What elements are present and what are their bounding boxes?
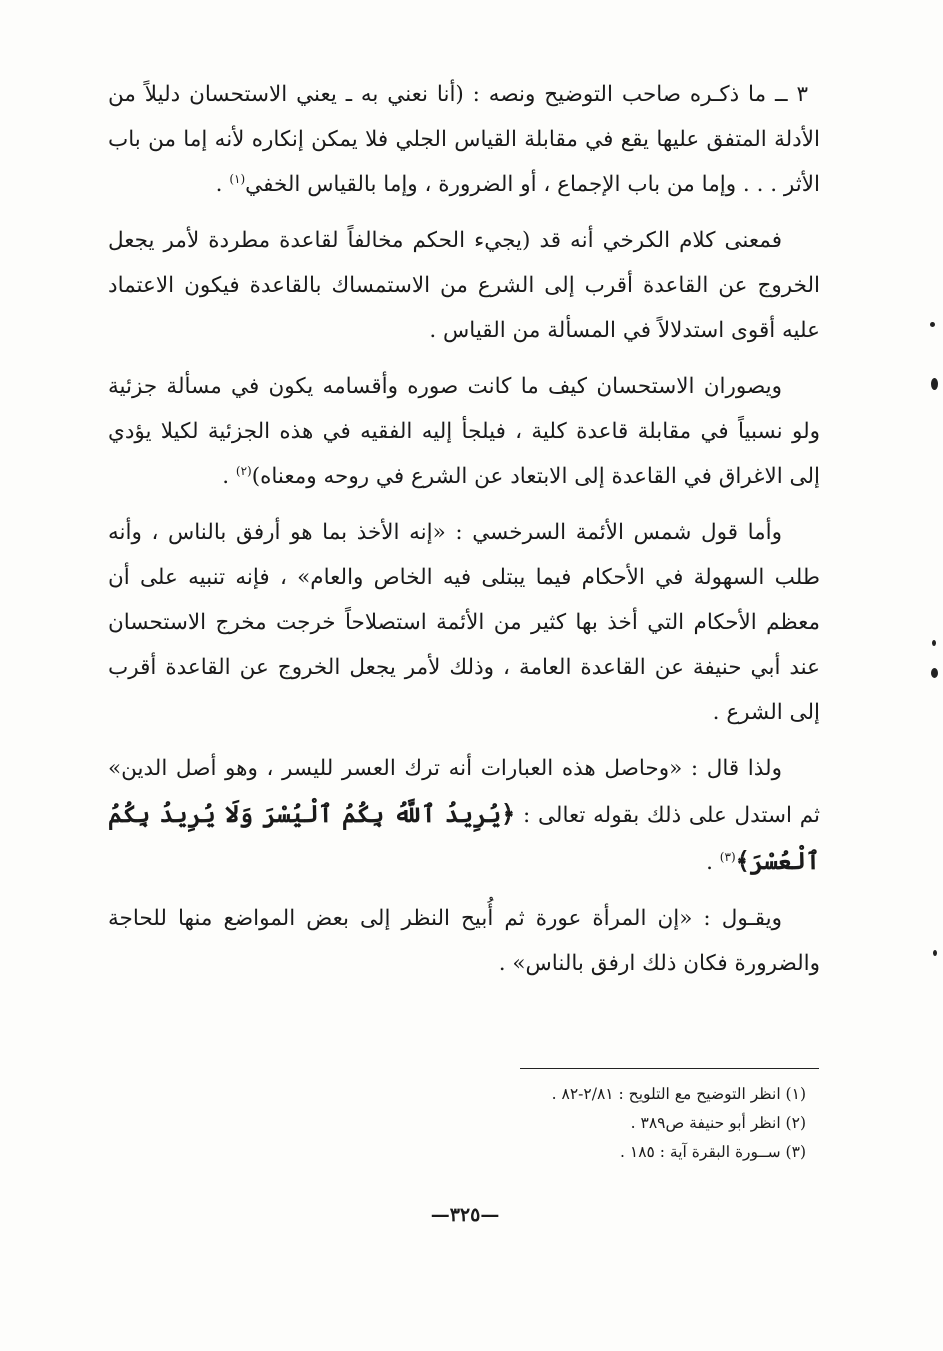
paragraph-1-end: .	[215, 172, 230, 197]
footnote-1: (١) انظر التوضيح مع التلويح : ٢/٨١-٨٢ .	[551, 1085, 806, 1103]
paragraph-5-end: .	[706, 850, 720, 875]
paragraph-6	[108, 896, 820, 986]
scan-speck	[930, 322, 935, 327]
paragraph-5	[108, 746, 820, 885]
footnote-mark-1: (١)	[229, 171, 246, 186]
paragraph-3-end: .	[222, 464, 236, 489]
footnote-2: (٢) انظر أبو حنيفة ص٣٨٩ .	[630, 1114, 806, 1132]
footnote-separator	[520, 1068, 819, 1069]
footnote-mark-2: (٢)	[235, 463, 252, 478]
scan-speck	[933, 950, 937, 956]
footnote-mark-3: (٣)	[719, 849, 736, 864]
paragraph-4-text: وأما قول شمس الأئمة السرخسي : «إنه الأخذ بما هو أرفق بالناس ، وأنه طلب السهولة في الأحكام فيما يبتلى فيه الخاص والعام» ، فإنه تنبيه على أن معظم الأحكام التي أخذ بها كثير من الأئمة استصلاحاً خرجت مخرج الاستحسان عند أبي حنيفة عن القاعدة العامة ، وذلك لأمر يجعل الخروج عن القاعدة أقرب إلى الشرع .	[108, 520, 820, 725]
paragraph-5-text: ولذا قال : «وحاصل هذه العبارات أنه ترك العسر لليسر ، وهو أصل الدين» ثم استدل على ذلك بقوله تعالى :	[108, 756, 820, 828]
quran-verse: ﴿يُرِيدُ ٱللَّهُ بِكُمُ ٱلْيُسْرَ وَلَا يُرِيدُ بِكُمُ ٱلْعُسْرَ﴾	[108, 799, 820, 875]
paragraph-2	[108, 218, 820, 353]
scan-speck	[931, 378, 938, 390]
paragraph-1	[108, 72, 820, 207]
main-text	[108, 72, 820, 997]
paragraph-2-text: فمعنى كلام الكرخي أنه قد (يجيء الحكم مخالفاً لقاعدة مطردة لأمر يجعل الخروج عن القاعدة أقرب إلى الشرع من الاستمساك بالقاعدة فيكون الاعتماد عليه أقوى استدلالاً في المسألة من القياس .	[108, 228, 820, 343]
paragraph-1-text: ٣ ــ ما ذكـره صاحب التوضيح ونصه : (أنا نعني به ـ يعني الاستحسان دليلاً من الأدلة المتفق عليها يقع في مقابلة القياس الجلي فلا يمكن إنكاره لأنه إما من باب الأثر . . . وإما من باب الإجماع ، أو الضرورة ، وإما بالقياس الخفي	[108, 82, 820, 197]
paragraph-4	[108, 510, 820, 735]
page-number: —٣٢٥—	[430, 1204, 500, 1226]
paragraph-3	[108, 364, 820, 499]
footnotes	[420, 1080, 806, 1167]
scan-speck	[932, 640, 936, 646]
scan-speck	[931, 668, 938, 678]
footnote-3: (٣) ســورة البقرة آية : ١٨٥ .	[620, 1143, 806, 1161]
paragraph-6-text: ويقـول : «إن المرأة عورة ثم أُبيح النظر إلى بعض المواضع منها للحاجة والضرورة فكان ذلك ارفق بالناس» .	[108, 906, 820, 976]
paragraph-3-text: ويصوران الاستحسان كيف ما كانت صوره وأقسامه يكون في مسألة جزئية ولو نسبياً في مقابلة قاعدة كلية ، فيلجأ إليه الفقيه في هذه الجزئية لكيلا يؤدي إلى الاغراق في القاعدة إلى الابتعاد عن الشرع في روحه ومعناه)	[108, 374, 820, 489]
